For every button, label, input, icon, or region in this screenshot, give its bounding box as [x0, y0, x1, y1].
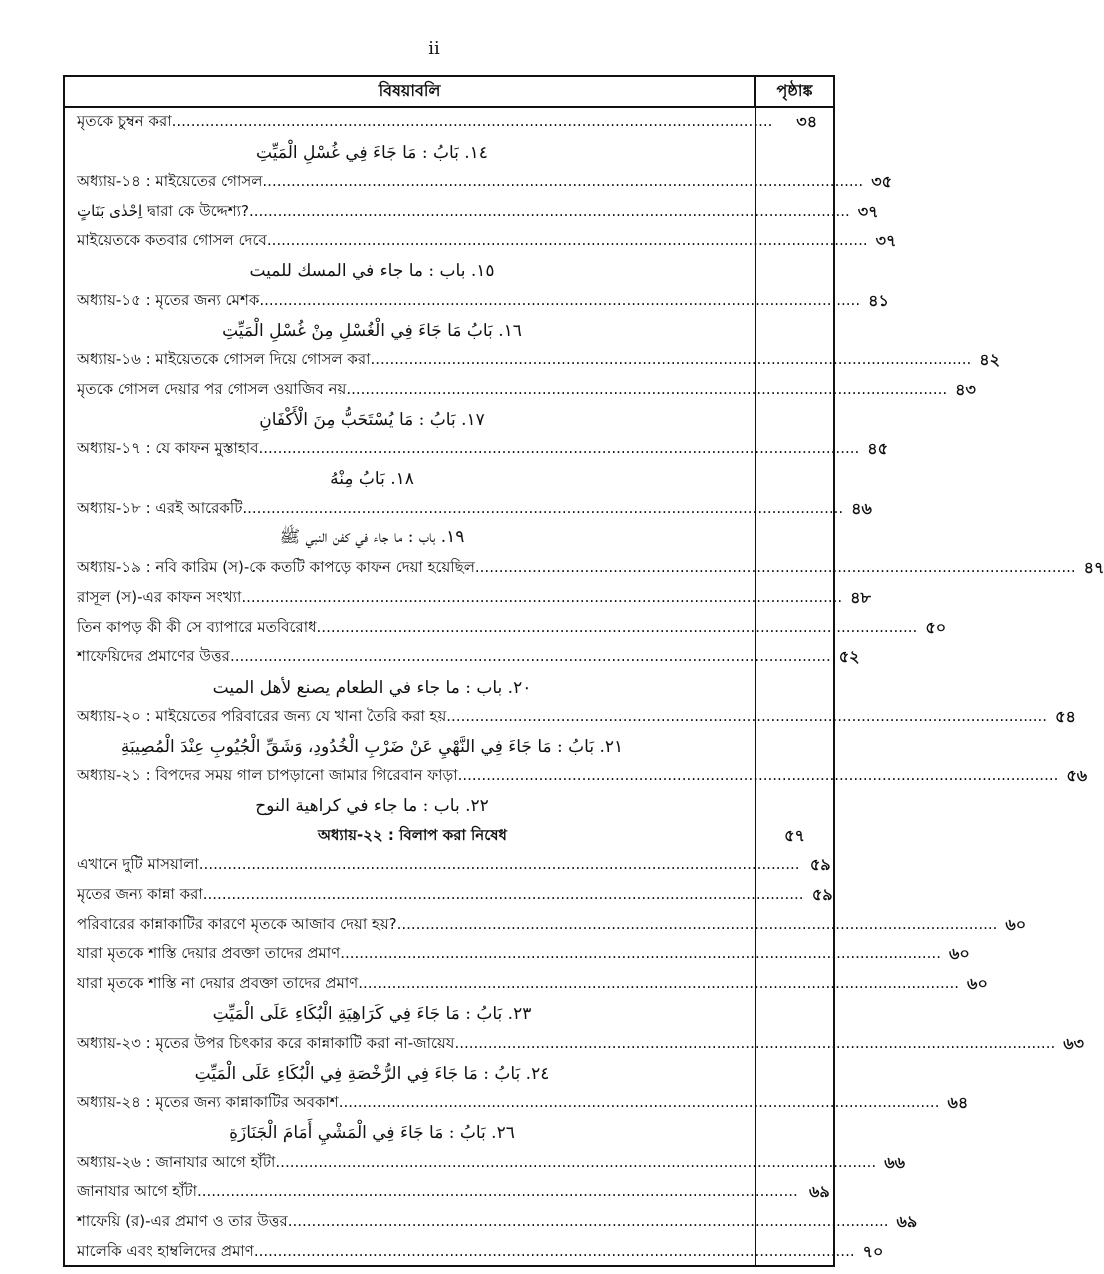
toc-entry: [65, 851, 833, 881]
entry-text: পরিবারের কান্নাকাটির কারণে মৃতকে আজাব দেয়া হয়?: [77, 914, 397, 933]
chapter-heading-arabic: [65, 792, 833, 822]
entry-text: ١٤. بَابُ : مَا جَاءَ فِي غُسْلِ الْمَيِّتِ: [256, 142, 488, 163]
dot-leader: ..............................................................................................................................: [275, 1152, 877, 1171]
dot-leader: ..............................................................................................................................: [196, 1182, 798, 1201]
toc-entry: [65, 1029, 1085, 1059]
entry-title: [65, 645, 839, 670]
toc-entry: [65, 910, 1027, 940]
dot-leader: ..............................................................................................................................: [287, 1211, 889, 1230]
entry-text: ٢١. بَابُ : مَا جَاءَ فِي النَّهْيِ عَنْ ضَرْبِ الْخُدُودِ، وَشَقِّ الْجُيُوبِ عِنْدَ الْمُصِيبَةِ: [120, 736, 624, 757]
page-column-header: পৃষ্ঠাঙ্ক: [754, 77, 833, 106]
entry-title: [65, 913, 1005, 938]
dot-leader: ..............................................................................................................................: [171, 112, 773, 131]
page-ref: ৩৭: [875, 231, 897, 251]
page-ref: ৪৮: [850, 587, 871, 607]
entry-text: اِحْدٰى بَنَاتٍ দ্বারা কে উদ্দেশ্য?: [77, 201, 249, 220]
entry-text: অধ্যায়-১৮ : এরই আরেকটি: [77, 498, 243, 517]
entry-text: মৃতের জন্য কান্না করা: [77, 885, 203, 904]
entry-title: [65, 410, 756, 430]
dot-leader: ..............................................................................................................................: [198, 855, 800, 874]
entry-text: অধ্যায়-২৪ : মৃতের জন্য কান্নাকাটির অবকাশ: [77, 1093, 339, 1112]
dot-leader: ..............................................................................................................................: [396, 914, 998, 933]
toc-entry: [65, 940, 970, 970]
page-ref: ৬৬: [884, 1152, 905, 1172]
entry-text: অধ্যায়-১৯ : নবি কারিম (স)-কে কতটি কাপড়ে কাফন দেয়া হয়েছিল: [77, 558, 475, 577]
page-ref: ৫৯: [809, 855, 831, 875]
entry-text: ٢٣. بَابُ : مَا جَاءَ فِي كَرَاهِيَةِ الْبُكَاءِ عَلَى الْمَيِّتِ: [212, 1004, 532, 1025]
page-ref: ৫২: [838, 647, 860, 667]
dot-leader: ..............................................................................................................................: [266, 231, 868, 250]
entry-text: অধ্যায়-১৪ : মাইয়েতের গোসল: [77, 171, 263, 190]
dot-leader: ..............................................................................................................................: [446, 706, 1048, 725]
column-divider: [755, 108, 756, 1267]
entry-title: [65, 586, 850, 611]
dot-leader: ..............................................................................................................................: [370, 350, 972, 369]
entry-title: [65, 1180, 806, 1205]
entry-text: ١٨. بَابُ مِنْهُ: [330, 469, 414, 490]
toc-entry: [65, 702, 1076, 732]
dot-leader: ..............................................................................................................................: [474, 558, 1076, 577]
entry-text: ٢٦. بَابُ : مَا جَاءَ فِي الْمَشْيِ أَمَامَ الْجَنَازَةِ: [229, 1123, 515, 1144]
entry-text: অধ্যায়-১৬ : মাইয়েতকে গোসল দিয়ে গোসল করা: [77, 350, 371, 369]
page-ref: ৩৭: [857, 201, 879, 221]
toc-entry: [65, 613, 947, 643]
page-ref: ৪৭: [1083, 558, 1104, 578]
page-ref: ৪৩: [955, 379, 976, 399]
entry-title: [65, 261, 756, 281]
entry-text: ٢٤. بَابُ : مَا جَاءَ فِي الرُّخْصَةِ فِي الْبُكَاءِ عَلَى الْمَيِّتِ: [194, 1063, 550, 1084]
entry-text: যারা মৃতকে শাস্তি দেয়ার প্রবক্তা তাদের প্রমাণ: [77, 944, 341, 963]
entry-title: [65, 321, 756, 341]
chapter-heading-arabic: [65, 257, 833, 287]
entry-text: মাইয়েতকে কতবার গোসল দেবে: [77, 231, 267, 250]
topics-column-header: বিষয়াবলি: [378, 81, 441, 100]
entry-text: ١٧. بَابُ : مَا يُسْتَحَبُّ مِنَ الْأَكْفَانِ: [259, 410, 485, 431]
toc-entry: [65, 375, 976, 405]
entry-text: মালেকি এবং হাম্বলিদের প্রমাণ: [77, 1241, 254, 1260]
entry-text: শাফেয়িদের প্রমাণের উত্তর: [77, 647, 230, 666]
entry-text: অধ্যায়-১৫ : মৃতের জন্য মেশক: [77, 290, 260, 309]
toc-entry: [65, 1178, 833, 1208]
entry-title: [65, 942, 949, 967]
chapter-heading-arabic: [65, 1118, 833, 1148]
page-ref: ৫৬: [1066, 766, 1088, 786]
dot-leader: ..............................................................................................................................: [229, 647, 831, 666]
entry-text: ١٦. بَابُ مَا جَاءَ فِي الْغُسْلِ مِنْ غُسْلِ الْمَيِّتِ: [222, 320, 522, 341]
page-ref: ৬৯: [808, 1182, 830, 1202]
dot-leader: ..............................................................................................................................: [253, 1241, 855, 1260]
dot-leader: ..............................................................................................................................: [340, 944, 941, 963]
entry-title: [65, 556, 1084, 581]
entry-title: [65, 972, 967, 997]
page-ref: ৬৩: [1063, 1033, 1085, 1053]
toc-entry: [65, 762, 1088, 792]
entry-title: [65, 469, 756, 489]
entry-title: [65, 110, 780, 135]
dot-leader: ..............................................................................................................................: [241, 587, 843, 606]
page-ref: ৩৪: [796, 112, 818, 132]
toc-body: [65, 108, 1104, 1267]
toc-entry: [65, 643, 860, 673]
chapter-heading-arabic: [65, 524, 833, 554]
entry-title: [65, 1004, 756, 1024]
page-ref: ৫৪: [1055, 706, 1076, 726]
entry-title: [65, 1064, 756, 1084]
entry-title: [65, 1123, 756, 1143]
toc-entry: [65, 227, 897, 257]
toc-entry: [65, 435, 889, 465]
toc-entry: [65, 1148, 905, 1178]
entry-text: রাসূল (স)-এর কাফন সংখ্যা: [77, 587, 242, 606]
chapter-heading-arabic: [65, 465, 833, 495]
entry-title: [65, 705, 1055, 730]
entry-title: [65, 200, 858, 225]
entry-text: ١٩. باب : ما جاء في كفن النبي ﷺ: [279, 527, 465, 548]
chapter-subheading: [65, 821, 833, 851]
entry-title: [65, 378, 955, 403]
page-ref: ৬৪: [947, 1093, 969, 1113]
page-ref: ৫০: [925, 617, 947, 637]
dot-leader: ..............................................................................................................................: [338, 1093, 940, 1112]
page-ref: ৬০: [948, 944, 970, 964]
toc-entry: [65, 970, 988, 1000]
entry-title: [65, 170, 871, 195]
entry-title: [65, 1091, 947, 1116]
entry-title: [65, 1032, 1063, 1057]
dot-leader: ..............................................................................................................................: [346, 379, 948, 398]
entry-title: [65, 824, 756, 849]
entry-text: জানাযার আগে হাঁটা: [77, 1182, 197, 1201]
entry-title: [65, 289, 868, 314]
chapter-heading-arabic: [65, 673, 833, 703]
entry-title: [65, 616, 925, 641]
toc-entry: [65, 108, 833, 138]
dot-leader: ..............................................................................................................................: [248, 201, 850, 220]
entry-title: [65, 883, 812, 908]
entry-text: ٢٠. باب : ما جاء في الطعام يصنع لأهل الميت: [212, 677, 532, 698]
page-ref: ৩৫: [871, 171, 892, 191]
entry-text: অধ্যায়-২১ : বিপদের সময় গাল চাপড়ানো জামার গিরেবান ফাড়া: [77, 766, 458, 785]
toc-entry: [65, 346, 1001, 376]
entry-text: অধ্যায়-২০ : মাইয়েতের পরিবারের জন্য যে খানা তৈরি করা হয়: [77, 706, 447, 725]
entry-title: [65, 764, 1066, 789]
dot-leader: ..............................................................................................................................: [454, 1033, 1056, 1052]
dot-leader: ..............................................................................................................................: [258, 439, 860, 458]
page-ref: ৪১: [868, 290, 889, 310]
chapter-heading-arabic: [65, 138, 833, 168]
toc-entry: [65, 881, 833, 911]
dot-leader: ..............................................................................................................................: [316, 617, 918, 636]
dot-leader: ..............................................................................................................................: [358, 974, 960, 993]
entry-title: [65, 143, 756, 163]
entry-title: [65, 678, 756, 698]
entry-title: [65, 348, 979, 373]
page-ref: ৪৫: [867, 439, 889, 459]
entry-title: [65, 737, 756, 757]
entry-text: অধ্যায়-১৭ : যে কাফন মুস্তাহাব: [77, 439, 259, 458]
dot-leader: ..............................................................................................................................: [457, 766, 1059, 785]
page-ref: ৬৯: [896, 1211, 918, 1231]
entry-title: [65, 497, 851, 522]
entry-text: ١٥. باب : ما جاء في المسك للميت: [249, 261, 495, 282]
table-of-contents: [63, 75, 1104, 1267]
entry-title: [65, 437, 867, 462]
entry-title: [65, 1210, 897, 1235]
toc-entry: [65, 1208, 918, 1238]
entry-text: অধ্যায়-২৬ : জানাযার আগে হাঁটা: [77, 1152, 276, 1171]
page-ref: ৬০: [967, 974, 988, 994]
toc-entry: [65, 167, 892, 197]
toc-entry: [65, 584, 871, 614]
toc-entry: [65, 1237, 884, 1267]
entry-text: এখানে দুটি মাসয়ালা: [77, 855, 199, 874]
dot-leader: ..............................................................................................................................: [242, 498, 844, 517]
page-ref: ৫৭: [784, 825, 805, 845]
entry-text: যারা মৃতকে শাস্তি না দেয়ার প্রবক্তা তাদের প্রমাণ: [77, 974, 359, 993]
page-number: ii: [428, 38, 440, 59]
entry-title: [65, 796, 756, 816]
toc-entry: [65, 197, 879, 227]
entry-text: তিন কাপড় কী কী সে ব্যাপারে মতবিরোধ: [77, 617, 317, 636]
page-ref: ৬০: [1005, 914, 1027, 934]
page-ref: ৫৯: [811, 885, 833, 905]
toc-entry: [65, 286, 889, 316]
dot-leader: ..............................................................................................................................: [202, 885, 804, 904]
entry-text: মৃতকে গোসল দেয়ার পর গোসল ওয়াজিব নয়: [77, 379, 347, 398]
entry-text: শাফেয়ি (র)-এর প্রমাণ ও তার উত্তর: [77, 1211, 288, 1230]
page-ref: ৭০: [862, 1241, 884, 1261]
entry-text: অধ্যায়-২৩ : মৃতের উপর চিৎকার করে কান্নাকাটি করা না-জায়েয: [77, 1033, 455, 1052]
chapter-heading-arabic: [65, 1059, 833, 1089]
entry-text: মৃতকে চুম্বন করা: [77, 112, 172, 131]
page-ref: ৪৬: [851, 498, 872, 518]
toc-entry: [65, 554, 1104, 584]
toc-entry: [65, 1089, 969, 1119]
chapter-heading-arabic: [65, 405, 833, 435]
page-ref: ৪২: [979, 350, 1001, 370]
entry-title: [65, 526, 756, 551]
entry-text: ٢٢. باب : ما جاء في كراهية النوح: [255, 796, 489, 817]
dot-leader: ..............................................................................................................................: [262, 171, 864, 190]
toc-entry: [65, 494, 872, 524]
chapter-heading-arabic: [65, 316, 833, 346]
entry-title: [65, 853, 808, 878]
entry-title: [65, 1151, 884, 1176]
entry-title: [65, 1240, 863, 1265]
chapter-heading-arabic: [65, 732, 833, 762]
dot-leader: ..............................................................................................................................: [259, 290, 861, 309]
toc-header: [65, 77, 833, 108]
chapter-heading-arabic: [65, 1000, 833, 1030]
entry-text: অধ্যায়-২২ : বিলাপ করা নিষেধ: [318, 825, 507, 844]
